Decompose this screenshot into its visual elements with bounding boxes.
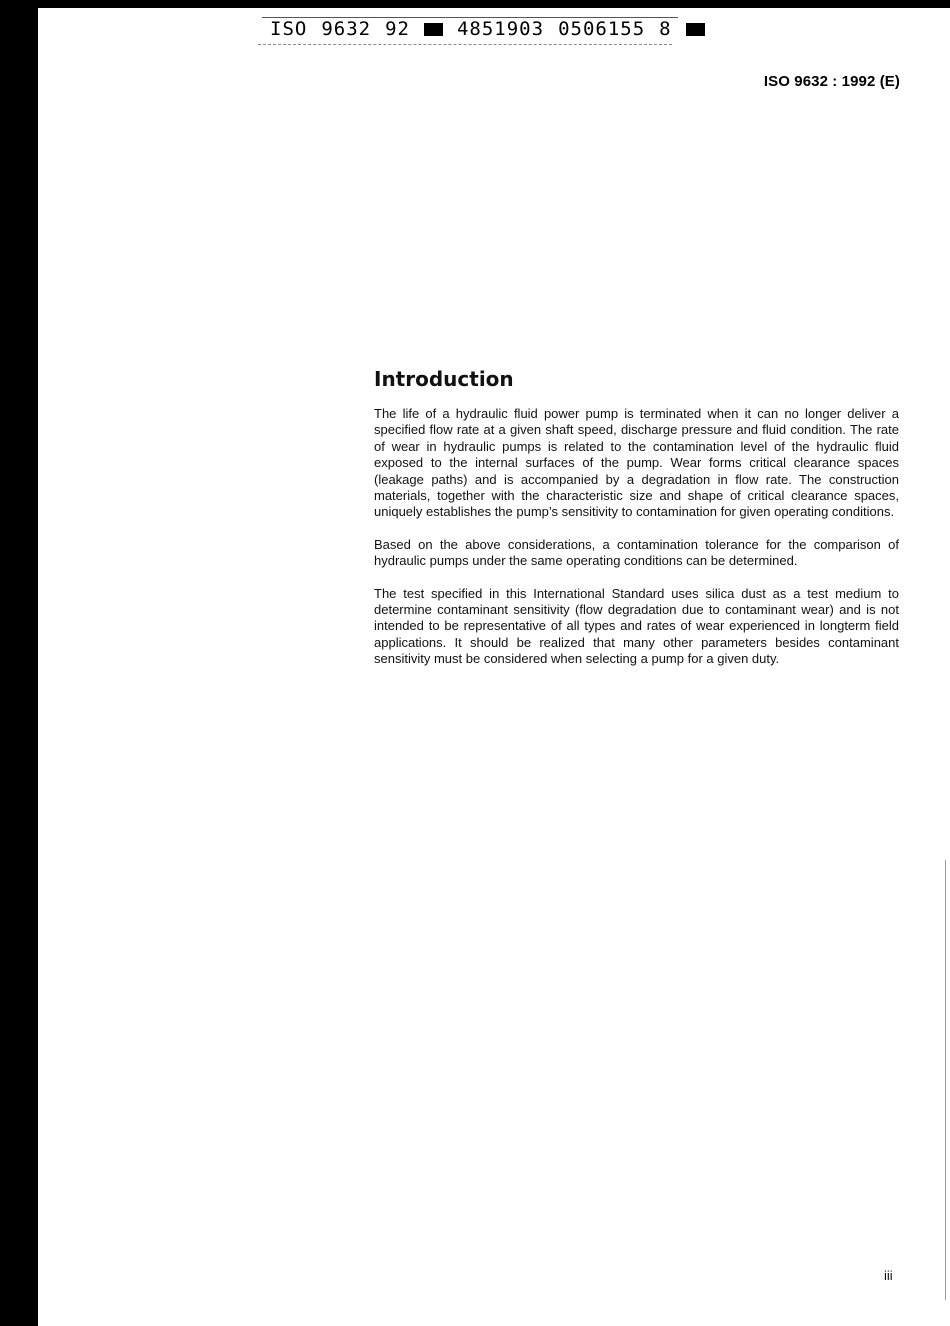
introduction-section	[374, 366, 899, 684]
barcode-block-icon	[686, 23, 705, 36]
paragraph: The life of a hydraulic fluid power pump is terminated when it can no longer deliver a specified flow rate at a given shaft speed, discharge pressure and fluid condition. The rate of wear in hydraulic pumps is related to the contamination level of the hydraulic fluid exposed to the internal surfaces of the pump. Wear forms critical clearance spaces (leakage paths) and is accompanied by a degradation in flow rate. The construction materials, together with the characteristic size and shape of critical clearance spaces, uniquely establishes the pump’s sensitivity to contamination for given operating conditions.	[374, 406, 899, 520]
paragraph: Based on the above considerations, a contamination tolerance for the comparison of hydraulic pumps under the same operating conditions can be determined.	[374, 536, 899, 569]
barcode-segment: 8	[659, 18, 672, 40]
paragraph: The test specified in this International Standard uses silica dust as a test medium to determine contaminant sensitivity (flow degradation due to contaminant wear) and is not intended to be representative of all types and rates of wear experienced in longterm field applications. It should be realized that many other parameters besides contaminant sensitivity must be considered when selecting a pump for a given duty.	[374, 585, 899, 667]
scan-edge-top	[0, 0, 950, 8]
barcode-block-icon	[424, 23, 443, 36]
header-dashed-rule	[258, 44, 672, 45]
page-number: iii	[884, 1268, 893, 1283]
scan-edge-left	[0, 0, 38, 1326]
header-barcode-line	[270, 17, 705, 41]
document-reference: ISO 9632 : 1992 (E)	[763, 73, 900, 90]
section-title: Introduction	[374, 367, 514, 391]
barcode-segment: 92	[385, 18, 410, 40]
barcode-segment: 4851903	[456, 18, 545, 40]
barcode-segment: 0506155	[558, 18, 646, 40]
scan-edge-right	[945, 860, 946, 1300]
barcode-segment: ISO	[270, 18, 308, 40]
barcode-segment: 9632	[321, 18, 372, 40]
